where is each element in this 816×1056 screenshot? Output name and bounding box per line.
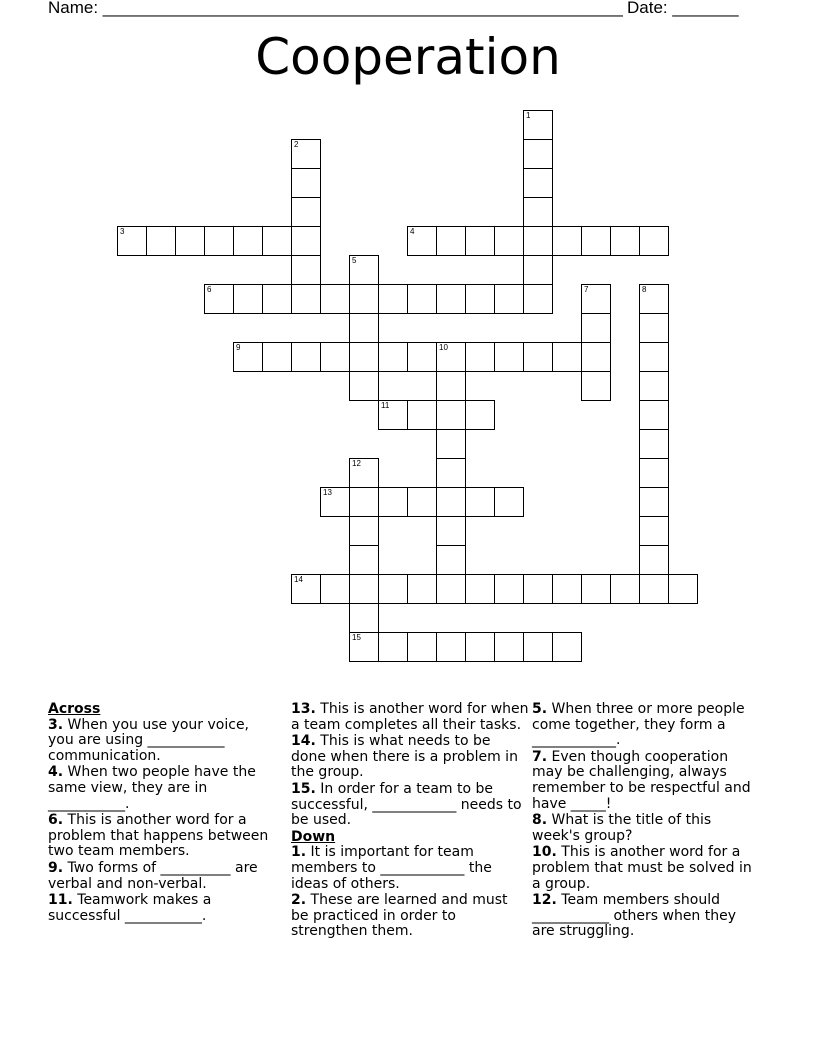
grid-cell[interactable] bbox=[465, 632, 495, 662]
grid-cell[interactable] bbox=[320, 487, 350, 517]
grid-cell[interactable] bbox=[639, 429, 669, 459]
grid-cell[interactable] bbox=[465, 226, 495, 256]
clue-down-2: 2. These are learned and must be practiced in order to strengthen them. bbox=[291, 892, 508, 940]
clue-number-label: 15 bbox=[352, 633, 361, 642]
grid-cell[interactable] bbox=[291, 284, 321, 314]
grid-cell[interactable] bbox=[204, 284, 234, 314]
grid-cell[interactable] bbox=[639, 487, 669, 517]
grid-cell[interactable] bbox=[494, 342, 524, 372]
grid-cell[interactable] bbox=[175, 226, 205, 256]
grid-cell[interactable] bbox=[581, 574, 611, 604]
grid-cell[interactable] bbox=[436, 342, 466, 372]
grid-cell[interactable] bbox=[552, 632, 582, 662]
clue-number-label: 13 bbox=[323, 488, 332, 497]
puzzle-title: Cooperation bbox=[255, 28, 561, 86]
grid-cell[interactable] bbox=[552, 226, 582, 256]
grid-cell[interactable] bbox=[291, 226, 321, 256]
grid-cell[interactable] bbox=[262, 342, 292, 372]
clue-number-label: 10 bbox=[439, 343, 448, 352]
grid-cell[interactable] bbox=[494, 487, 524, 517]
grid-cell[interactable] bbox=[523, 255, 553, 285]
clue-down-10: 10. This is another word for a problem that must be solved in a group. bbox=[532, 844, 752, 892]
grid-cell[interactable] bbox=[349, 284, 379, 314]
clue-across-3: 3. When you use your voice, you are using ___________ communication. bbox=[48, 716, 250, 764]
grid-cell[interactable] bbox=[291, 139, 321, 169]
clue-across-15: 15. In order for a team to be successful, ____________ needs to be used. bbox=[291, 780, 522, 829]
grid-cell[interactable] bbox=[436, 458, 466, 488]
grid-cell[interactable] bbox=[639, 313, 669, 343]
clue-down-5: 5. When three or more people come together, they form a ____________. bbox=[532, 701, 745, 749]
grid-cell[interactable] bbox=[465, 284, 495, 314]
grid-cell[interactable] bbox=[494, 632, 524, 662]
grid-cell[interactable] bbox=[523, 342, 553, 372]
clue-number-label: 3 bbox=[120, 227, 125, 236]
name-field: Name: _______________________________________________________ bbox=[48, 0, 623, 17]
clue-across-14: 14. This is what needs to be done when there is a problem in the group. bbox=[291, 733, 518, 781]
clue-across-9: 9. Two forms of __________ are verbal and non-verbal. bbox=[48, 859, 258, 892]
clue-across-11: 11. Teamwork makes a successful ___________. bbox=[48, 892, 212, 924]
grid-cell[interactable] bbox=[407, 284, 437, 314]
grid-cell[interactable] bbox=[465, 487, 495, 517]
grid-cell[interactable] bbox=[610, 226, 640, 256]
grid-cell[interactable] bbox=[320, 574, 350, 604]
grid-cell[interactable] bbox=[291, 574, 321, 604]
clue-number-label: 6 bbox=[207, 285, 212, 294]
grid-cell[interactable] bbox=[378, 400, 408, 430]
grid-cell[interactable] bbox=[494, 284, 524, 314]
grid-cell[interactable] bbox=[291, 168, 321, 198]
grid-cell[interactable] bbox=[639, 458, 669, 488]
grid-cell[interactable] bbox=[639, 516, 669, 546]
clue-across-13: 13. This is another word for when a team completes all their tasks. bbox=[291, 701, 529, 733]
grid-cell[interactable] bbox=[494, 226, 524, 256]
grid-cell[interactable] bbox=[204, 226, 234, 256]
grid-cell[interactable] bbox=[349, 313, 379, 343]
grid-cell[interactable] bbox=[233, 226, 263, 256]
grid-cell[interactable] bbox=[639, 284, 669, 314]
grid-cell[interactable] bbox=[378, 284, 408, 314]
clue-across-4: 4. When two people have the same view, they are in ___________. bbox=[48, 764, 256, 812]
grid-cell[interactable] bbox=[349, 574, 379, 604]
grid-cell[interactable] bbox=[465, 342, 495, 372]
clue-column-2 bbox=[291, 702, 529, 941]
grid-cell[interactable] bbox=[407, 632, 437, 662]
grid-cell[interactable] bbox=[523, 110, 553, 140]
grid-cell[interactable] bbox=[378, 574, 408, 604]
grid-cell[interactable] bbox=[581, 371, 611, 401]
grid-cell[interactable] bbox=[581, 313, 611, 343]
grid-cell[interactable] bbox=[349, 516, 379, 546]
date-field: Date: _______ bbox=[627, 0, 739, 17]
clue-number-label: 1 bbox=[526, 111, 531, 120]
grid-cell[interactable] bbox=[436, 371, 466, 401]
grid-cell[interactable] bbox=[610, 574, 640, 604]
grid-cell[interactable] bbox=[465, 400, 495, 430]
grid-cell[interactable] bbox=[320, 342, 350, 372]
grid-cell[interactable] bbox=[349, 603, 379, 633]
down-heading: Down bbox=[291, 828, 336, 845]
grid-cell[interactable] bbox=[349, 632, 379, 662]
grid-cell[interactable] bbox=[378, 632, 408, 662]
grid-cell[interactable] bbox=[349, 342, 379, 372]
grid-cell[interactable] bbox=[291, 197, 321, 227]
grid-cell[interactable] bbox=[436, 545, 466, 575]
grid-cell[interactable] bbox=[349, 255, 379, 285]
grid-cell[interactable] bbox=[639, 226, 669, 256]
clue-number-label: 5 bbox=[352, 256, 357, 265]
grid-cell[interactable] bbox=[523, 168, 553, 198]
grid-cell[interactable] bbox=[349, 371, 379, 401]
grid-cell[interactable] bbox=[262, 284, 292, 314]
grid-cell[interactable] bbox=[523, 226, 553, 256]
grid-cell[interactable] bbox=[436, 574, 466, 604]
across-heading: Across bbox=[48, 701, 101, 717]
grid-cell[interactable] bbox=[233, 342, 263, 372]
grid-cell[interactable] bbox=[407, 400, 437, 430]
grid-cell[interactable] bbox=[436, 632, 466, 662]
clue-number-label: 14 bbox=[294, 575, 303, 584]
grid-cell[interactable] bbox=[378, 342, 408, 372]
grid-cell[interactable] bbox=[639, 545, 669, 575]
grid-cell[interactable] bbox=[291, 342, 321, 372]
grid-cell[interactable] bbox=[523, 632, 553, 662]
grid-cell[interactable] bbox=[523, 197, 553, 227]
grid-cell[interactable] bbox=[552, 574, 582, 604]
grid-cell[interactable] bbox=[436, 429, 466, 459]
grid-cell[interactable] bbox=[349, 545, 379, 575]
grid-cell[interactable] bbox=[320, 284, 350, 314]
grid-cell[interactable] bbox=[581, 342, 611, 372]
grid-cell[interactable] bbox=[639, 342, 669, 372]
grid-cell[interactable] bbox=[639, 574, 669, 604]
grid-cell[interactable] bbox=[523, 284, 553, 314]
grid-cell[interactable] bbox=[436, 516, 466, 546]
grid-cell[interactable] bbox=[349, 487, 379, 517]
grid-cell[interactable] bbox=[523, 574, 553, 604]
clue-down-8: 8. What is the title of this week's group? bbox=[532, 812, 712, 844]
grid-cell[interactable] bbox=[639, 371, 669, 401]
grid-cell[interactable] bbox=[262, 226, 292, 256]
grid-cell[interactable] bbox=[436, 400, 466, 430]
clue-number-label: 2 bbox=[294, 140, 299, 149]
clue-column-1 bbox=[48, 702, 278, 925]
clue-column-3 bbox=[532, 702, 762, 941]
clue-down-7: 7. Even though cooperation may be challenging, always remember to be respectful and have _____! bbox=[532, 748, 751, 812]
grid-cell[interactable] bbox=[581, 284, 611, 314]
grid-cell[interactable] bbox=[436, 284, 466, 314]
grid-cell[interactable] bbox=[436, 226, 466, 256]
grid-cell[interactable] bbox=[552, 342, 582, 372]
grid-cell[interactable] bbox=[436, 487, 466, 517]
grid-cell[interactable] bbox=[494, 574, 524, 604]
grid-cell[interactable] bbox=[668, 574, 698, 604]
clue-number-label: 4 bbox=[410, 227, 415, 236]
clue-number-label: 7 bbox=[584, 285, 589, 294]
grid-cell[interactable] bbox=[378, 487, 408, 517]
grid-cell[interactable] bbox=[349, 458, 379, 488]
grid-cell[interactable] bbox=[523, 139, 553, 169]
clue-number-label: 12 bbox=[352, 459, 361, 468]
grid-cell[interactable] bbox=[233, 284, 263, 314]
clue-down-12: 12. Team members should ___________ others when they are struggling. bbox=[532, 892, 737, 940]
grid-cell[interactable] bbox=[581, 226, 611, 256]
grid-cell[interactable] bbox=[146, 226, 176, 256]
clue-down-1: 1. It is important for team members to ____________ the ideas of others. bbox=[291, 844, 492, 892]
grid-cell[interactable] bbox=[465, 574, 495, 604]
grid-cell[interactable] bbox=[407, 487, 437, 517]
grid-cell[interactable] bbox=[407, 342, 437, 372]
grid-cell[interactable] bbox=[117, 226, 147, 256]
grid-cell[interactable] bbox=[407, 226, 437, 256]
grid-cell[interactable] bbox=[407, 574, 437, 604]
clue-number-label: 11 bbox=[381, 401, 390, 410]
grid-cell[interactable] bbox=[291, 255, 321, 285]
grid-cell[interactable] bbox=[639, 400, 669, 430]
clue-number-label: 9 bbox=[236, 343, 241, 352]
clue-across-6: 6. This is another word for a problem that happens between two team members. bbox=[48, 812, 269, 860]
clue-number-label: 8 bbox=[642, 285, 647, 294]
